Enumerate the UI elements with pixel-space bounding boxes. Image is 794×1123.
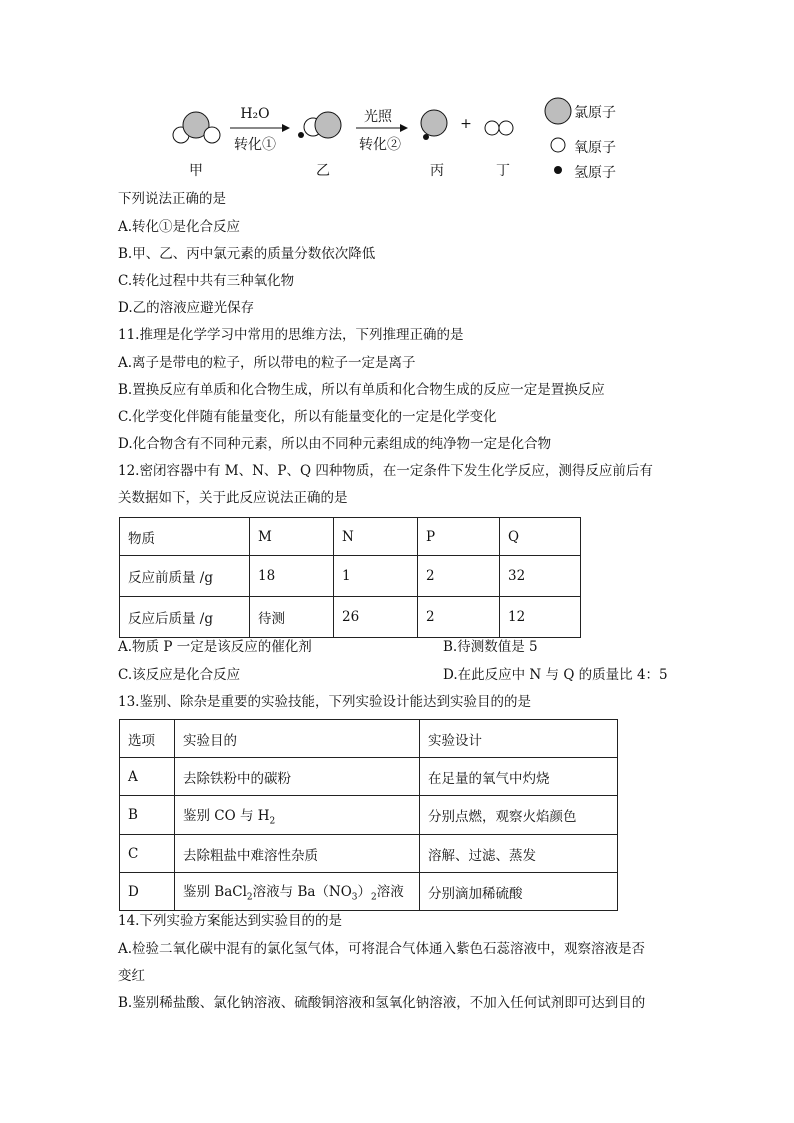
- q12-data-table: [119, 517, 581, 638]
- q14-stem: 14.下列实验方案能达到实验目的的是: [118, 913, 342, 929]
- table-row: [120, 796, 618, 835]
- cell-text: 溶液: [376, 884, 404, 901]
- table-cell: 溶解、过滤、蒸发: [420, 835, 618, 873]
- arrow1-top-label: H₂O: [240, 106, 270, 122]
- plus-sign: +: [460, 116, 472, 132]
- table-cell: C: [120, 835, 175, 873]
- table-cell: 2: [418, 556, 500, 597]
- table-cell: N: [334, 518, 418, 556]
- table-cell: 分别滴加稀硫酸: [420, 873, 618, 911]
- table-cell: 去除粗盐中难溶性杂质: [175, 835, 420, 873]
- q11-option-c: C.化学变化伴随有能量变化，所以有能量变化的一定是化学变化: [118, 409, 497, 425]
- q13-experiment-table: [119, 719, 618, 911]
- q11-option-a: A.离子是带电的粒子，所以带电的粒子一定是离子: [118, 355, 416, 371]
- table-cell: 选项: [120, 720, 175, 758]
- table-cell: D: [120, 873, 175, 911]
- legend-hydrogen: 氢原子: [574, 165, 616, 181]
- cell-text: ）: [357, 884, 372, 901]
- molecule-jia: [173, 112, 220, 143]
- table-cell: 实验目的: [175, 720, 420, 758]
- table-cell: 32: [500, 556, 581, 597]
- table-cell: 去除铁粉中的碳粉: [175, 758, 420, 796]
- table-cell: B: [120, 796, 175, 835]
- molecule-bing: [421, 110, 447, 140]
- table-row: [120, 873, 618, 911]
- q12-option-d: D.在此反应中 N 与 Q 的质量比 4：5: [443, 667, 668, 683]
- table-cell: 18: [250, 556, 334, 597]
- label-ding: 丁: [496, 163, 510, 179]
- q14-option-b: B.鉴别稀盐酸、氯化钠溶液、硫酸铜溶液和氢氧化钠溶液，不加入任何试剂即可达到目的: [118, 995, 646, 1011]
- table-cell: 物质: [120, 518, 250, 556]
- q14-option-a-line1: A.检验二氧化碳中混有的氯化氢气体，可将混合气体通入紫色石蕊溶液中，观察溶液是否: [118, 941, 646, 957]
- table-row: [120, 518, 581, 556]
- q14-option-a-line2: 变红: [118, 968, 145, 984]
- q13-stem: 13.鉴别、除杂是重要的实验技能，下列实验设计能达到实验目的的是: [118, 694, 531, 710]
- label-yi: 乙: [316, 163, 330, 179]
- table-row: [120, 720, 618, 758]
- q12-option-a: A.物质 P 一定是该反应的催化剂: [118, 639, 312, 655]
- molecule-yi: [298, 112, 341, 138]
- cell-text: 溶液与 Ba（NO: [252, 884, 352, 901]
- q12-option-b: B.待测数值是 5: [443, 639, 538, 655]
- table-row: [120, 758, 618, 796]
- label-bing: 丙: [430, 163, 444, 179]
- table-cell: 反应前质量 /g: [120, 556, 250, 597]
- table-cell: [175, 796, 420, 835]
- legend-chlorine: 氯原子: [574, 105, 616, 121]
- table-cell: Q: [500, 518, 581, 556]
- q12-stem-line1: 12.密闭容器中有 M、N、P、Q 四种物质，在一定条件下发生化学反应，测得反应前后有: [118, 463, 653, 479]
- arrow2-bottom-label: 转化②: [359, 137, 401, 153]
- molecule-ding: [485, 121, 513, 135]
- table-cell: [175, 873, 420, 911]
- label-jia: 甲: [189, 163, 203, 179]
- subscript: 2: [269, 816, 276, 827]
- q10-option-c: C.转化过程中共有三种氧化物: [118, 273, 295, 289]
- table-row: [120, 556, 581, 597]
- subscript: 2: [371, 892, 377, 903]
- q11-option-d: D.化合物含有不同种元素，所以由不同种元素组成的纯净物一定是化合物: [118, 436, 552, 452]
- q10-stem: 下列说法正确的是: [118, 191, 226, 207]
- q11-stem: 11.推理是化学学习中常用的思维方法，下列推理正确的是: [118, 327, 464, 343]
- table-row: [120, 835, 618, 873]
- table-cell: 2: [418, 597, 500, 638]
- legend-oxygen: 氧原子: [574, 140, 616, 156]
- legend-oxygen-icon: [551, 138, 565, 152]
- cell-text: 鉴别 BaCl: [183, 884, 247, 901]
- cell-text: 鉴别 CO 与 H: [183, 807, 270, 824]
- q10-option-b: B.甲、乙、丙中氯元素的质量分数依次降低: [118, 246, 376, 262]
- table-row: [120, 597, 581, 638]
- table-cell: 1: [334, 556, 418, 597]
- q10-option-a: A.转化①是化合反应: [118, 219, 241, 235]
- table-cell: P: [418, 518, 500, 556]
- table-cell: 12: [500, 597, 581, 638]
- subscript: 3: [351, 892, 358, 903]
- q12-option-c: C.该反应是化合反应: [118, 667, 241, 683]
- arrow1-bottom-label: 转化①: [234, 137, 276, 153]
- arrow2-top-label: 光照: [364, 109, 392, 125]
- q11-option-b: B.置换反应有单质和化合物生成，所以有单质和化合物生成的反应一定是置换反应: [118, 382, 605, 398]
- subscript: 2: [246, 892, 253, 903]
- q10-option-d: D.乙的溶液应避光保存: [118, 300, 255, 316]
- legend-hydrogen-icon: [554, 166, 562, 174]
- legend-chlorine-icon: [545, 98, 571, 124]
- table-cell: 待测: [250, 597, 334, 638]
- table-cell: M: [250, 518, 334, 556]
- table-cell: 在足量的氧气中灼烧: [420, 758, 618, 796]
- table-cell: A: [120, 758, 175, 796]
- table-cell: 分别点燃，观察火焰颜色: [420, 796, 618, 835]
- q12-stem-line2: 关数据如下，关于此反应说法正确的是: [118, 490, 348, 506]
- table-cell: 反应后质量 /g: [120, 597, 250, 638]
- table-cell: 实验设计: [420, 720, 618, 758]
- table-cell: 26: [334, 597, 418, 638]
